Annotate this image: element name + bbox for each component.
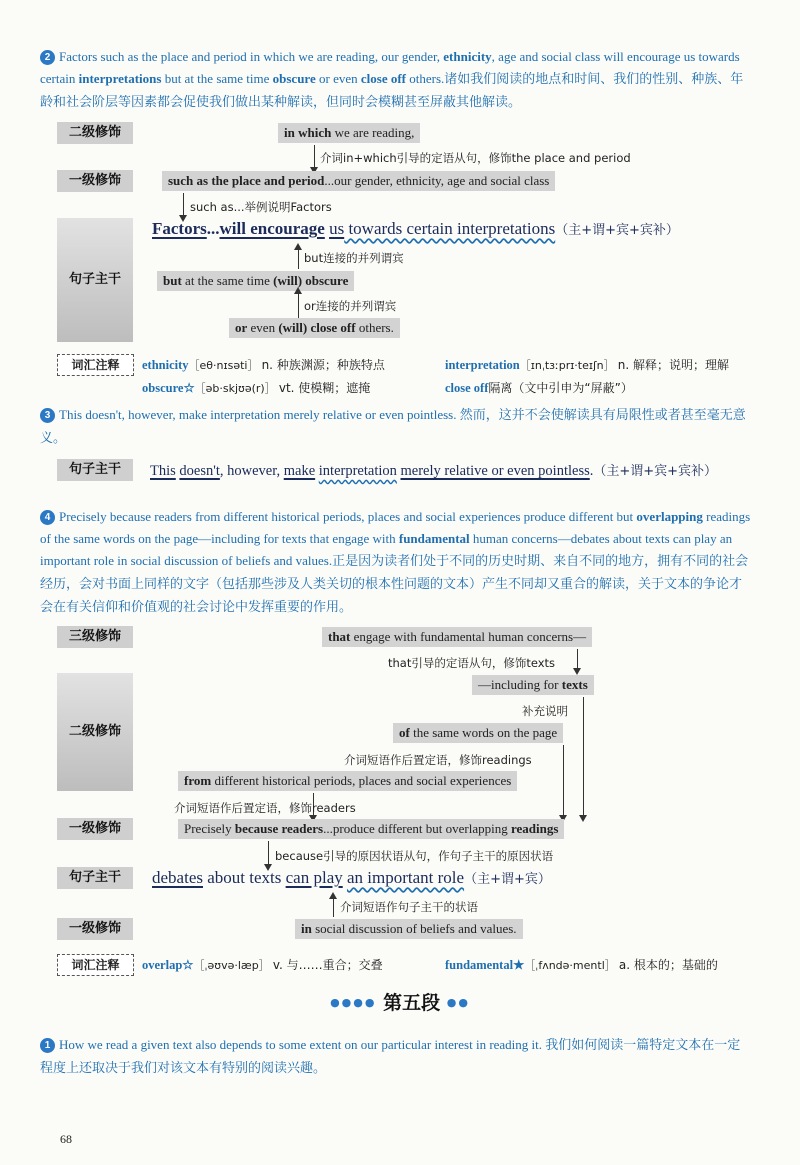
annotation: because引导的原因状语从句，作句子主干的原因状语 xyxy=(275,849,554,863)
vocab-entry: obscure☆［əb·skjʊə(r)］ vt. 使模糊；遮掩 xyxy=(142,381,371,395)
paragraph-2: 2 Factors such as the place and period in which we are reading, our gender, ethnicity, age and social class will encourage us towards certain interpretations but at the same time obscure or even close off others.诸如我们阅读的地点和时间、我们的性别、种族、年龄和社会阶层等因素都会促使我们做出某种解读，但同时会模糊甚至屏蔽其他解读。 xyxy=(40,49,744,110)
sentence-trunk-label: 句子主干 xyxy=(57,459,133,481)
level-1-modifier-label: 一级修饰 xyxy=(57,918,133,940)
paragraph-3: 3 This doesn't, however, make interpretation merely relative or even pointless. 然而，这并不会使解读具有局限性或者甚至毫无意义。 xyxy=(40,407,746,446)
annotation: such as...举例说明Factors xyxy=(190,200,332,214)
annotation: 介词短语作句子主干的状语 xyxy=(340,900,478,914)
arrow xyxy=(298,249,299,269)
arrow xyxy=(583,697,584,816)
vocab-entry: interpretation［ɪnˌtɜːprɪ·teɪʃn］ n. 解释；说明；理解 xyxy=(445,358,730,372)
sentence-number-badge: 1 xyxy=(40,1038,55,1053)
from-phrase-box: from different historical periods, places and social experiences xyxy=(178,771,517,791)
sentence-number-badge: 4 xyxy=(40,510,55,525)
of-phrase-box: of the same words on the page xyxy=(393,723,563,743)
vocabulary-notes-label: 词汇注释 xyxy=(57,954,134,976)
annotation: 介词in+which引导的定语从句，修饰the place and period xyxy=(320,151,631,165)
in-which-box: in which we are reading, xyxy=(278,123,420,143)
arrow xyxy=(298,293,299,318)
vocab-entry: ethnicity［eθ·nɪsəti］ n. 种族渊源；种族特点 xyxy=(142,358,385,372)
annotation: 补充说明 xyxy=(522,704,568,718)
arrow xyxy=(183,193,184,216)
such-as-box: such as the place and period...our gender, ethnicity, age and social class xyxy=(162,171,555,191)
sentence-trunk-label: 句子主干 xyxy=(57,867,133,889)
main-clause: debates about texts can play an important role（主+谓+宾） xyxy=(152,868,551,887)
level-1-modifier-label: 一级修饰 xyxy=(57,170,133,192)
main-clause: Factors...will encourage us towards certain interpretations（主+谓+宾+宾补） xyxy=(152,219,679,238)
annotation: that引导的定语从句，修饰texts xyxy=(388,656,556,670)
sentence-number-badge: 2 xyxy=(40,50,55,65)
annotation: but连接的并列谓宾 xyxy=(304,251,404,265)
paragraph-4: 4 Precisely because readers from different historical periods, places and social experiences produce different but overlapping readings of the same words on the page—including for texts that engage with fundamental human concerns—debates about texts can play an important role in social discussion of beliefs and values.正是因为读者们处于不同的历史时期、来自不同的地方，拥有不同的社会经历，会对书面上同样的文字（包括那些涉及人类关切的根本性问题的文本）产生不同却又重合的解读，关于文本的争论才会在有关信仰和价值观的社会讨论中发挥重要的作用。 xyxy=(40,509,751,615)
vocab-entry: fundamental★［ˌfʌndə·mentl］ a. 根本的；基础的 xyxy=(445,958,718,972)
sentence-number-badge: 3 xyxy=(40,408,55,423)
arrow xyxy=(563,745,564,816)
level-2-modifier-label: 二级修饰 xyxy=(57,673,133,791)
sentence-trunk-label: 句子主干 xyxy=(57,218,133,342)
annotation: 介词短语作后置定语，修饰readings xyxy=(344,753,532,767)
because-clause-box: Precisely because readers...produce different but overlapping readings xyxy=(178,819,564,839)
annotation: 介词短语作后置定语，修饰readers xyxy=(174,801,356,815)
arrow xyxy=(577,649,578,669)
in-phrase-box: in social discussion of beliefs and values. xyxy=(295,919,523,939)
including-box: —including for texts xyxy=(472,675,594,695)
page-number: 68 xyxy=(60,1132,72,1146)
vocabulary-notes-label: 词汇注释 xyxy=(57,354,134,376)
arrow xyxy=(333,898,334,917)
annotation: or连接的并列谓宾 xyxy=(304,299,397,313)
that-clause-box: that engage with fundamental human concerns— xyxy=(322,627,592,647)
main-clause: This doesn't, however, make interpretation merely relative or even pointless.（主+谓+宾+宾补） xyxy=(150,463,718,479)
level-1-modifier-label: 一级修饰 xyxy=(57,818,133,840)
level-3-modifier-label: 三级修饰 xyxy=(57,626,133,648)
but-box: but at the same time (will) obscure xyxy=(157,271,354,291)
vocab-entry: close off隔离（文中引申为“屏蔽”） xyxy=(445,381,633,395)
or-box: or even (will) close off others. xyxy=(229,318,400,338)
section-heading: ●●●● 第五段 ●● xyxy=(330,992,470,1014)
paragraph-5-sentence-1: 1 How we read a given text also depends to some extent on our particular interest in reading it. 我们如何阅读一篇特定文本在一定程度上还取决于我们对该文本有特别的阅读兴趣。 xyxy=(40,1037,741,1076)
arrow xyxy=(268,841,269,865)
vocab-entry: overlap☆［ˌəʊvə·læp］ v. 与……重合；交叠 xyxy=(142,958,383,972)
arrow xyxy=(314,145,315,168)
level-2-modifier-label: 二级修饰 xyxy=(57,122,133,144)
